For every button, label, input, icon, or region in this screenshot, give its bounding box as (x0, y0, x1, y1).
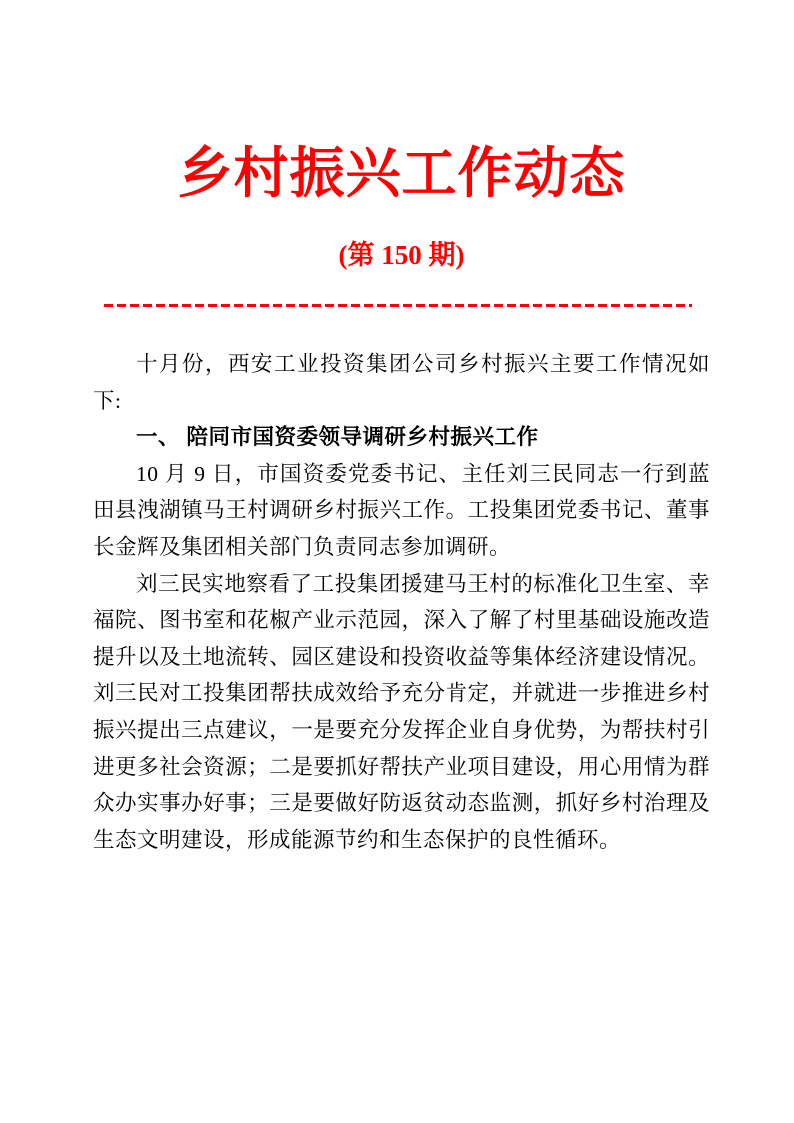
document-title: 乡村振兴工作动态 (177, 143, 626, 204)
issue-number: (第 150 期) (338, 240, 465, 270)
dashed-separator (104, 304, 692, 307)
section-heading-1: 一、 陪同市国资委领导调研乡村振兴工作 (136, 425, 539, 450)
document-body (93, 346, 710, 858)
section-1-paragraph-1: 10 月 9 日，市国资委党委书记、主任刘三民同志一行到蓝田县洩湖镇马王村调研乡村振兴工作。工投集团党委书记、董事长金辉及集团相关部门负责同志参加调研。 (93, 461, 710, 559)
intro-paragraph: 十月份，西安工业投资集团公司乡村振兴主要工作情况如下: (93, 352, 710, 413)
section-1-paragraph-2: 刘三民实地察看了工投集团援建马王村的标准化卫生室、幸福院、图书室和花椒产业示范园，深入了解了村里基础设施改造提升以及土地流转、园区建设和投资收益等集体经济建设情况。刘三民对工投集团帮扶成效给予充分肯定，并就进一步推进乡村振兴提出三点建议，一是要充分发挥企业自身优势，为帮扶村引进更多社会资源；二是要抓好帮扶产业项目建设，用心用情为群众办实事办好事；三是要做好防返贫动态监测，抓好乡村治理及生态文明建设，形成能源节约和生态保护的良性循环。 (93, 571, 710, 852)
